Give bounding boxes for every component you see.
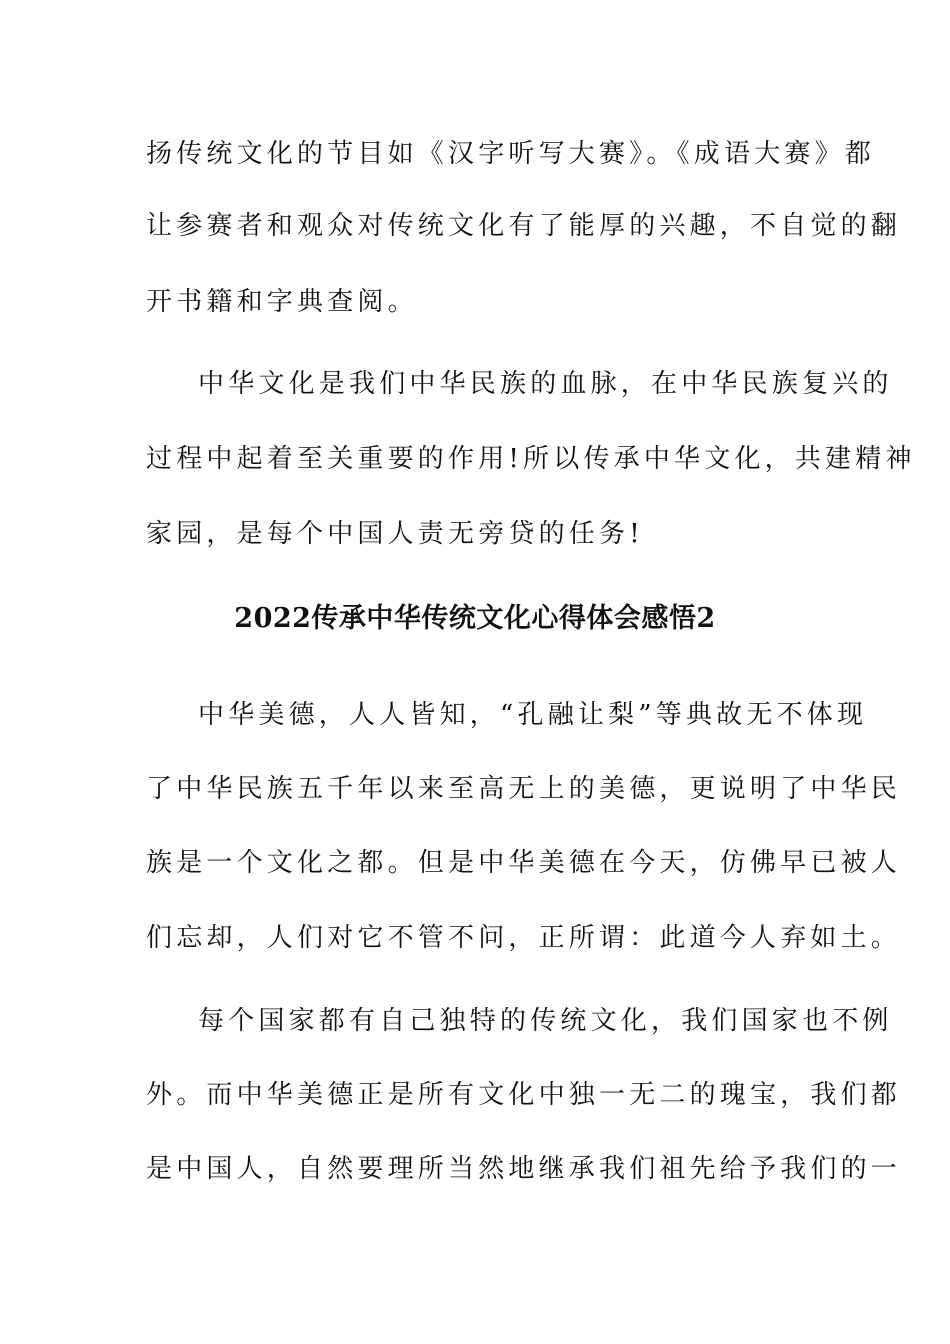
paragraph-line: 每个国家都有自己独特的传统文化，我们国家也不例 (198, 1006, 893, 1036)
paragraph-line: 中华文化是我们中华民族的血脉，在中华民族复兴的 (198, 369, 893, 399)
paragraph-line: 家园，是每个中国人责无旁贷的任务! (146, 519, 644, 549)
paragraph-line: 们忘却，人们对它不管不问，正所谓：此道今人弃如土。 (146, 923, 902, 953)
paragraph-line: 外。而中华美德正是所有文化中独一无二的瑰宝，我们都 (146, 1080, 902, 1110)
paragraph-line: 了中华民族五千年以来至高无上的美德，更说明了中华民 (146, 774, 902, 804)
paragraph-line: 族是一个文化之都。但是中华美德在今天，仿佛早已被人 (146, 848, 902, 878)
paragraph-line: 是中国人，自然要理所当然地继承我们祖先给予我们的一 (146, 1154, 902, 1184)
paragraph-line: 中华美德，人人皆知，“孔融让梨”等典故无不体现 (198, 700, 868, 730)
paragraph-line: 过程中起着至关重要的作用!所以传承中华文化，共建精神 (146, 444, 916, 474)
section-heading: 2022传承中华传统文化心得体会感悟2 (234, 603, 716, 634)
paragraph-line: 扬传统文化的节目如《汉字听写大赛》。《成语大赛》都 (146, 139, 876, 169)
paragraph-line: 让参赛者和观众对传统文化有了能厚的兴趣，不自觉的翻 (146, 211, 902, 241)
paragraph-line: 开书籍和字典查阅。 (146, 287, 418, 317)
